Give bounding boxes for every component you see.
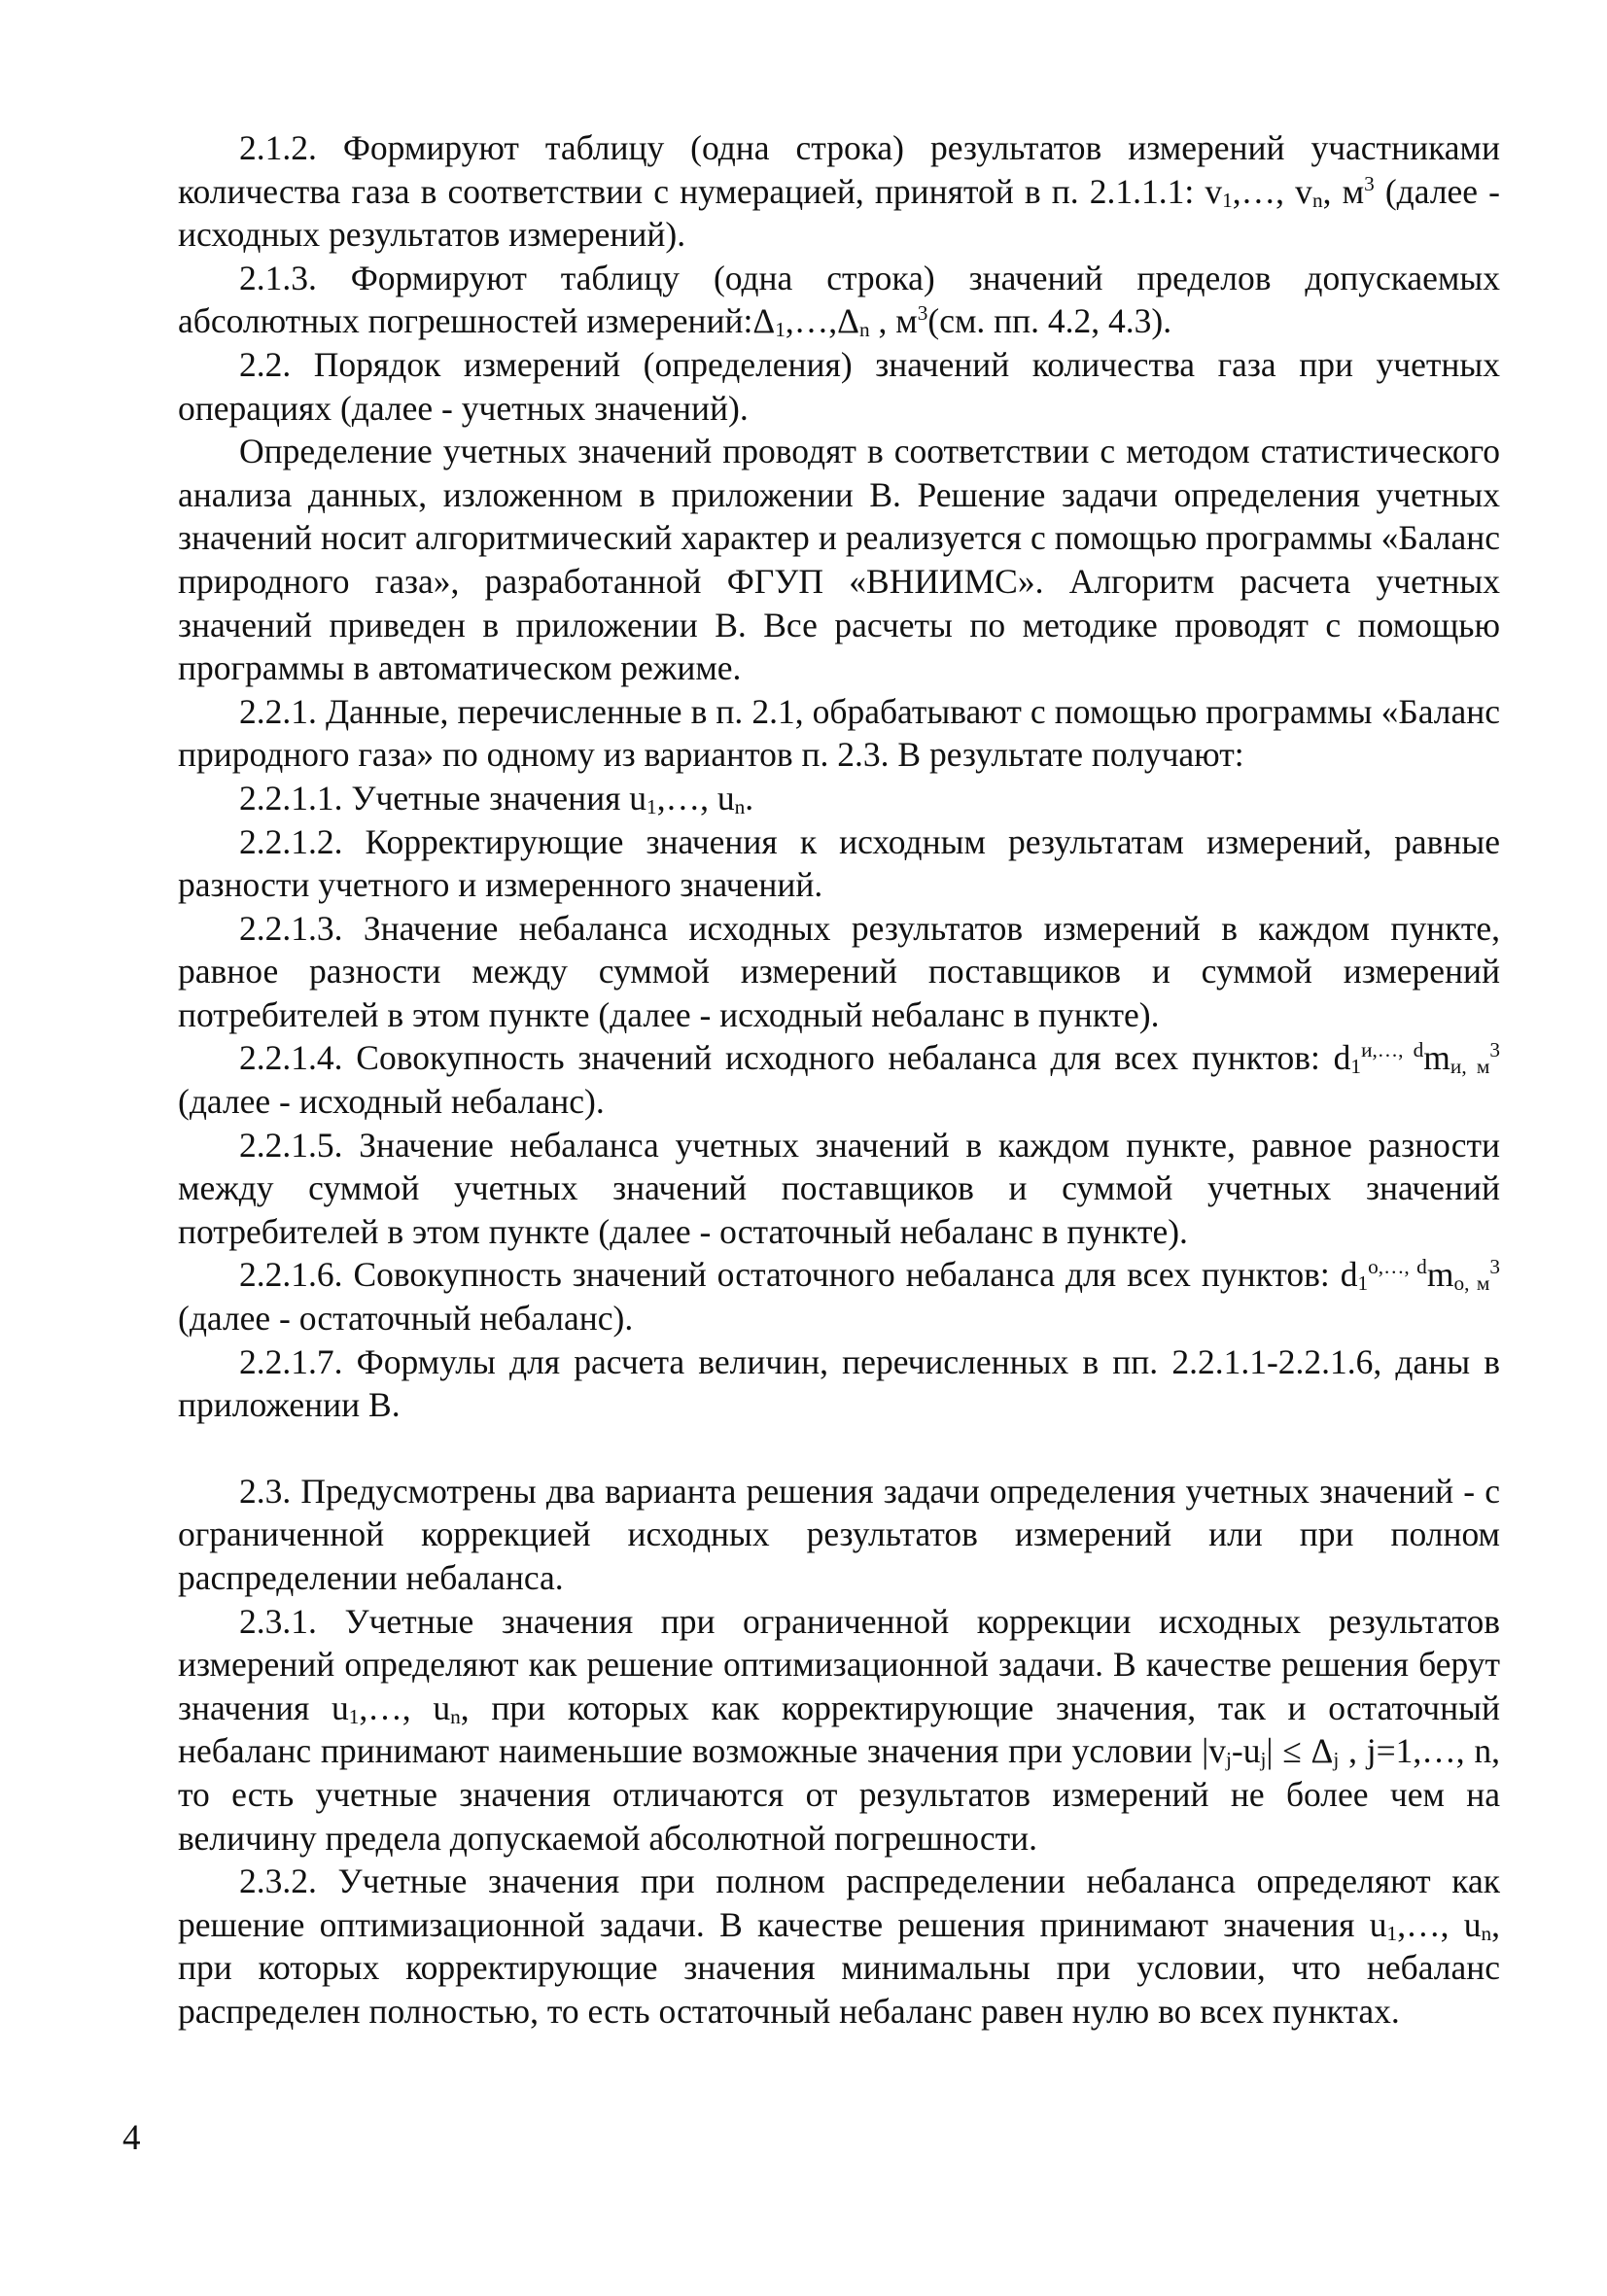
paragraph-2-2: 2.2. Порядок измерений (определения) значений количества газа при учетных операциях (далее - учетных значений). xyxy=(178,344,1500,428)
paragraph-2-2-1-4: 2.2.1.4. Совокупность значений исходного небаланса для всех пунктов: $d_1^{и,\dots, d}m_{и, м}^3$ (далее - исходный небаланс). xyxy=(178,1038,1500,1122)
paragraph-2-3-1: 2.3.1. Учетные значения при ограниченной коррекции исходных результатов измерений определяют как решение оптимизационной задачи. В качестве решения берут значения $u_1,\dots$, $u_n$, при которых как корректирующие значения, так и остаточный небаланс принимают наименьшие возможные значения при условии $|v_j-u_j| \le \Delta_j$ , j=1,…, n, то есть учетные значения отличаются от результатов измерений не более чем на величину предела допускаемой абсолютной погрешности. xyxy=(178,1601,1501,1858)
paragraph-2-2-1-6: 2.2.1.6. Совокупность значений остаточного небаланса для всех пунктов: $d_1^{о,\dots, d}m_{о, м}^3$ (далее - остаточный небаланс). xyxy=(178,1255,1500,1339)
paragraph-2-2-1-3: 2.2.1.3. Значение небаланса исходных результатов измерений в каждом пункте, равное разности между суммой измерений поставщиков и суммой измерений потребителей в этом пункте (далее - исходный небаланс в пункте). xyxy=(178,908,1500,1034)
page-number: 4 xyxy=(122,2118,141,2158)
paragraph-2-2-1-5: 2.2.1.5. Значение небаланса учетных значений в каждом пункте, равное разности между суммой учетных значений поставщиков и суммой учетных значений потребителей в этом пункте (далее - остаточный небаланс в пункте). xyxy=(178,1125,1500,1251)
paragraph-2-2-1: 2.2.1. Данные, перечисленные в п. 2.1, обрабатывают с помощью программы «Баланс природного газа» по одному из вариантов п. 2.3. В результате получают: xyxy=(178,691,1500,775)
paragraph-2-1-3: 2.1.3. Формируют таблицу (одна строка) значений пределов допускаемых абсолютных погрешностей $измерений:\Delta_1,\dots,\Delta_n$ , $м^3(см$. пп. 4.2, 4.3). xyxy=(178,258,1500,342)
paragraph-2-2-method: Определение учетных значений проводят в соответствии с методом статистического анализа данных, изложенном в приложении В. Решение задачи определения учетных значений носит алгоритмический характер и реализуется с помощью программы «Баланс природного газа», разработанной ФГУП «ВНИИМС». Алгоритм расчета учетных значений приведен в приложении В. Все расчеты по методике проводят с помощью программы в автоматическом режиме. xyxy=(178,432,1500,688)
paragraph-2-3-2: 2.3.2. Учетные значения при полном распределении небаланса определяют как решение оптимизационной задачи. В качестве решения принимают значения $u_1,\dots$, $u_n$, при которых корректирующие значения минимальны при условии, что небаланс распределен полностью, то есть остаточный небаланс равен нулю во всех пунктах. xyxy=(178,1861,1500,2031)
paragraph-2-2-1-2: 2.2.1.2. Корректирующие значения к исходным результатам измерений, равные разности учетного и измеренного значений. xyxy=(178,821,1500,905)
body-text xyxy=(178,126,1500,2034)
paragraph-2-2-1-1: 2.2.1.1. Учетные значения $u_1,\dots$, $u_n$. xyxy=(239,778,754,818)
paragraph-2-1-2: 2.1.2. Формируют таблицу (одна строка) результатов измерений участниками количества газа в соответствии с нумерацией, принятой в п. 2.1.1.1: $v_1,\dots$, $v_n$, $м^3$ (далее - исходных результатов измерений). xyxy=(178,128,1500,255)
paragraph-2-2-1-7: 2.2.1.7. Формулы для расчета величин, перечисленных в пп. 2.2.1.1-2.2.1.6, даны в приложении В. xyxy=(178,1341,1500,1425)
paragraph-2-3: 2.3. Предусмотрены два варианта решения задачи определения учетных значений - с ограниченной коррекцией исходных результатов измерений или при полном распределении небаланса. xyxy=(178,1471,1500,1597)
